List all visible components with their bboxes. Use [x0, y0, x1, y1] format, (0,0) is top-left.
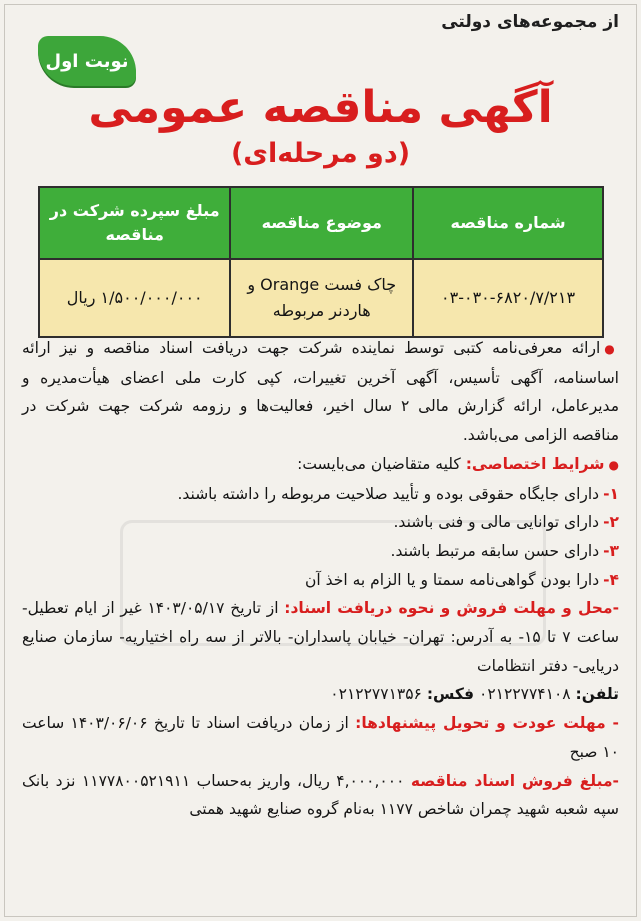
price-label: -مبلغ فروش اسناد مناقصه — [410, 771, 619, 790]
condition-item: ۱-دارای جایگاه حقوقی بوده و تأیید صلاحیت مربوطه را داشته باشند. — [177, 484, 619, 503]
fax-label: فکس: — [426, 685, 475, 704]
condition-item: ۲-دارای توانایی مالی و فنی باشند. — [393, 513, 619, 532]
conditions-label: شرایط اختصاصی: — [465, 454, 605, 473]
cell-tender-number: ۰۳-۰۳۰-۶۸۲۰/۷/۲۱۳ — [413, 259, 603, 337]
deadline-paragraph — [22, 709, 619, 766]
contact-line — [22, 680, 619, 709]
page-title: آگهی مناقصه عمومی — [88, 82, 553, 133]
fax-number: ۰۲۱۲۲۷۷۱۳۵۶ — [330, 685, 422, 704]
header-deposit-amount: مبلغ سپرده شرکت در مناقصه — [39, 187, 230, 259]
government-group-label: از مجموعه‌های دولتی — [441, 12, 619, 32]
first-round-badge: نوبت اول — [38, 36, 136, 86]
sale-paragraph — [22, 594, 619, 680]
conditions-heading — [22, 450, 619, 480]
deadline-label: - مهلت عودت و تحویل پیشنهادها: — [355, 714, 619, 733]
header-tender-subject: موضوع مناقصه — [230, 187, 413, 259]
price-text: ۴,۰۰۰,۰۰۰ ریال، واریز به‌حساب ۱۱۷۷۸۰۰۵۲۱۹۱۱ نزد بانک سپه شعبه شهید چمران شاخص ۱۱۷۷ به‌نام گروه صنایع شهید همتی — [22, 771, 619, 819]
phone-number: ۰۲۱۲۲۷۷۴۱۰۸ — [479, 685, 571, 704]
sale-text: از تاریخ ۱۴۰۳/۰۵/۱۷ غیر از ایام تعطیل- ساعت ۷ تا ۱۵- به آدرس: تهران- خیابان پاسداران- بالاتر از سه راه اختیاریه- سازمان صنایع دریایی- دفتر انتظامات — [22, 599, 620, 675]
tender-table — [38, 186, 604, 338]
price-paragraph — [22, 767, 619, 824]
page-subtitle: (دو مرحله‌ای) — [230, 138, 411, 169]
conditions-text: کلیه متقاضیان می‌بایست: — [297, 454, 461, 473]
intro-paragraph: ●ارائه معرفی‌نامه کتبی توسط نماینده شرکت جهت دریافت اسناد مناقصه و نیز ارائه اساسنامه، آگهی تأسیس، آگهی آخرین تغییرات، کپی کارت ملی اعضای هیأت‌مدیره و مدیرعامل، ارائه گزارش مالی ۲ سال اخیر، فعالیت‌ها و رزومه شرکت جهت شرکت در مناقصه الزامی می‌باشد. — [22, 339, 619, 445]
cell-deposit-amount: ۱/۵۰۰/۰۰۰/۰۰۰ ریال — [39, 259, 230, 337]
header-tender-number: شماره مناقصه — [413, 187, 603, 259]
sale-label: -محل و مهلت فروش و نحوه دریافت اسناد: — [284, 599, 619, 618]
bullet-icon: ● — [608, 457, 619, 472]
table-row — [39, 259, 603, 337]
cell-tender-subject: چاک فست Orange و هاردنر مربوطه — [230, 259, 413, 337]
bullet-icon: ● — [604, 342, 619, 356]
announcement-body — [22, 334, 619, 824]
phone-label: تلفن: — [575, 685, 619, 704]
deadline-text: از زمان دریافت اسناد تا تاریخ ۱۴۰۳/۰۶/۰۶ ساعت ۱۰ صبح — [22, 714, 619, 761]
condition-item: ۳-دارای حسن سابقه مرتبط باشند. — [390, 541, 619, 560]
table-header-row — [39, 187, 603, 259]
condition-item: ۴-دارا بودن گواهی‌نامه سمتا و یا الزام به اخذ آن — [305, 570, 619, 589]
